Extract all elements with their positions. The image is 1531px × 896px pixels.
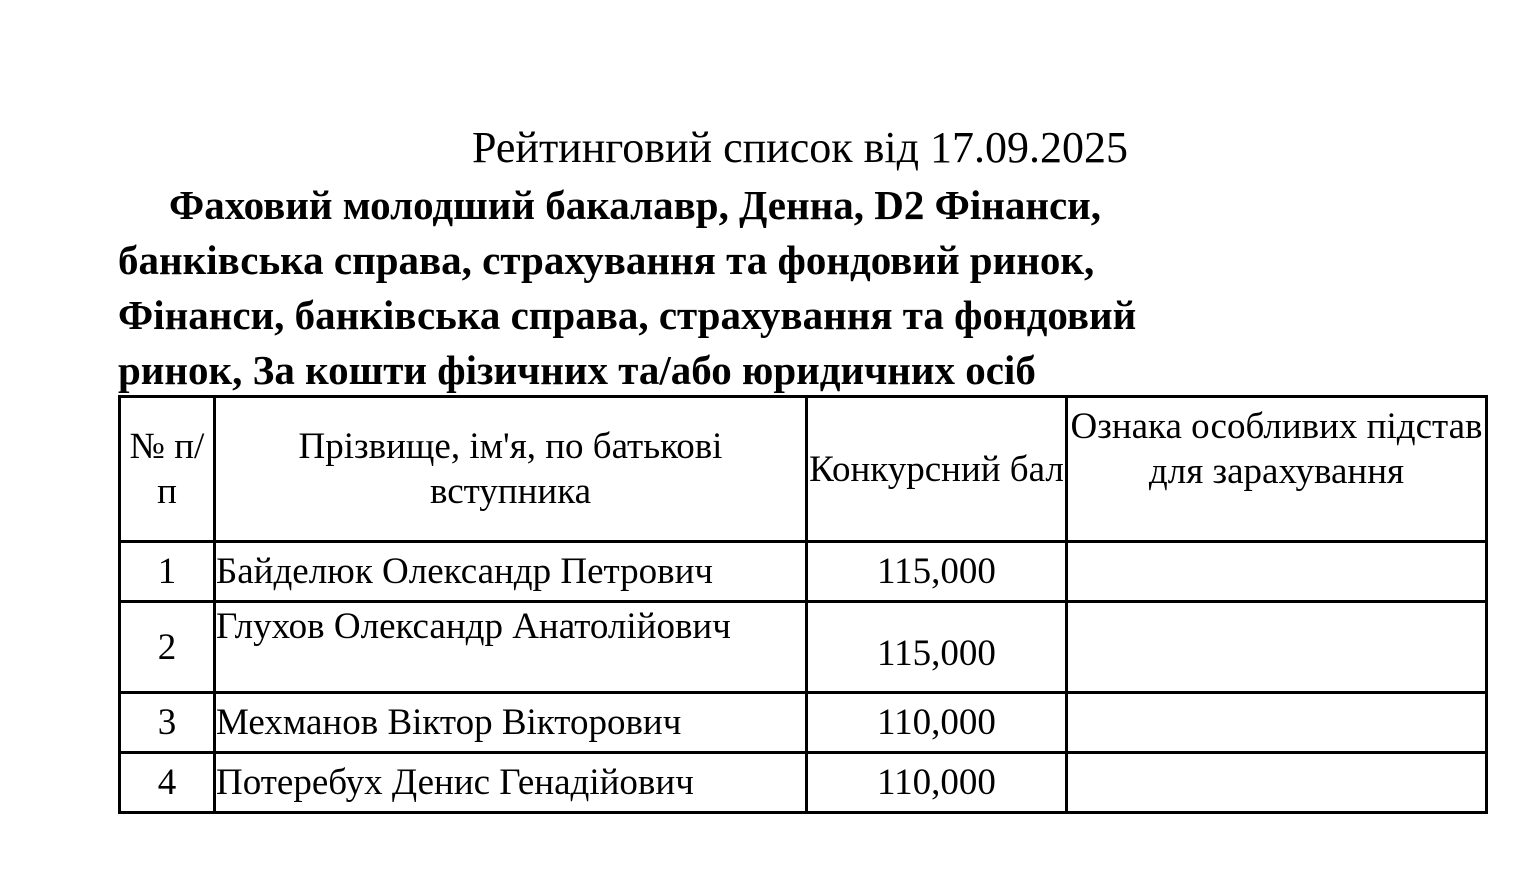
applicant-score: 115,000 [807, 602, 1067, 693]
header-special-grounds: Ознака особливих підстав для зарахування [1067, 397, 1487, 542]
program-description [118, 178, 1498, 398]
rating-table [118, 395, 1488, 814]
applicant-name: Потеребух Денис Генадійович [215, 753, 807, 813]
program-description-line: Фінанси, банківська справа, страхування та фондовий [118, 292, 1137, 338]
applicant-score: 115,000 [807, 542, 1067, 602]
header-number: № п/п [120, 397, 215, 542]
table-header-row [120, 397, 1487, 542]
header-full-name: Прізвище, ім'я, по батькові вступника [215, 397, 807, 542]
applicant-name: Глухов Олександр Анатолійович [215, 602, 807, 693]
table-row [120, 542, 1487, 602]
row-number: 3 [120, 693, 215, 753]
table-row [120, 602, 1487, 693]
page-title: Рейтинговий список від 17.09.2025 [471, 123, 1129, 172]
special-grounds-cell [1067, 542, 1487, 602]
applicant-name: Мехманов Віктор Вікторович [215, 693, 807, 753]
applicant-score: 110,000 [807, 693, 1067, 753]
row-number: 1 [120, 542, 215, 602]
special-grounds-cell [1067, 602, 1487, 693]
special-grounds-cell [1067, 753, 1487, 813]
special-grounds-cell [1067, 693, 1487, 753]
header-score: Конкурсний бал [807, 397, 1067, 542]
applicant-score: 110,000 [807, 753, 1067, 813]
row-number: 2 [120, 602, 215, 693]
table-row [120, 753, 1487, 813]
program-description-line: Фаховий молодший бакалавр, Денна, D2 Фінанси, [169, 182, 1102, 228]
applicant-name: Байделюк Олександр Петрович [215, 542, 807, 602]
program-description-line: банківська справа, страхування та фондовий ринок, [118, 237, 1095, 283]
program-description-line: ринок, За кошти фізичних та/або юридичних осіб [118, 347, 1036, 393]
table-row [120, 693, 1487, 753]
row-number: 4 [120, 753, 215, 813]
